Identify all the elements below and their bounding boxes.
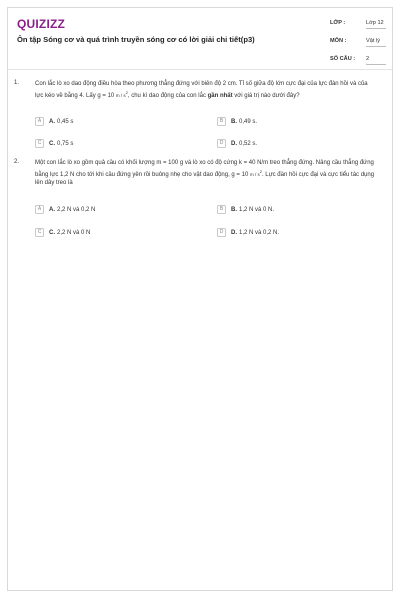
meta-class-label: LỚP : bbox=[330, 20, 346, 26]
worksheet-header bbox=[8, 8, 392, 70]
option-letter-box[interactable]: B bbox=[217, 205, 226, 214]
option-label: D. bbox=[231, 229, 237, 236]
option-label: C. bbox=[49, 229, 55, 236]
question-text-part: với giá trị nào dưới đây? bbox=[232, 92, 300, 99]
option-letter-box[interactable]: A bbox=[35, 205, 44, 214]
option-value: 0,49 s. bbox=[239, 118, 258, 125]
option-text bbox=[49, 119, 73, 125]
option-letter-box[interactable]: A bbox=[35, 117, 44, 126]
option-text bbox=[231, 207, 274, 213]
option-value: 0,75 s bbox=[57, 140, 74, 147]
question-text-part: Một con lắc lò xo gồm quả cầu có khối lượng m = 100 g và lò xo có độ cứng k = 40 N/m treo thẳng đứng. Nâng cầu thẳng đứng bằng lực 1,2 N cho tới khi cầu đứng yên rồi buông nhẹ cho vật dao động, g = 10 bbox=[35, 160, 374, 178]
option-c[interactable] bbox=[35, 139, 185, 149]
option-label: C. bbox=[49, 140, 55, 147]
option-letter-box[interactable]: D bbox=[217, 228, 226, 237]
option-b[interactable] bbox=[217, 205, 367, 215]
unit-text: m / s bbox=[115, 92, 126, 98]
worksheet-page bbox=[7, 7, 393, 591]
meta-subject-label: MÔN : bbox=[330, 38, 347, 44]
option-d[interactable] bbox=[217, 139, 367, 149]
option-value: 1,2 N và 0 N. bbox=[239, 206, 275, 213]
meta-count-value: 2 bbox=[366, 56, 386, 65]
option-label: A. bbox=[49, 206, 55, 213]
option-c[interactable] bbox=[35, 228, 185, 238]
option-value: 1,2 N và 0,2 N. bbox=[239, 229, 280, 236]
option-value: 0,45 s bbox=[57, 118, 74, 125]
meta-class-row bbox=[330, 18, 390, 32]
question-text bbox=[35, 80, 375, 100]
emphasis-text: gần nhất bbox=[207, 92, 233, 99]
option-a[interactable] bbox=[35, 205, 185, 215]
option-text bbox=[49, 230, 90, 236]
question-number: 2. bbox=[14, 159, 20, 165]
option-text bbox=[231, 119, 257, 125]
option-value: 2,2 N và 0 N bbox=[57, 229, 91, 236]
option-label: A. bbox=[49, 118, 55, 125]
superscript: 2 bbox=[259, 168, 262, 174]
superscript: 2 bbox=[125, 89, 128, 95]
meta-class-value: Lớp 12 bbox=[366, 20, 386, 29]
option-text bbox=[49, 141, 73, 147]
option-letter-box[interactable]: C bbox=[35, 228, 44, 237]
option-value: 0,52 s. bbox=[239, 140, 258, 147]
option-label: D. bbox=[231, 140, 237, 147]
option-value: 2,2 N và 0,2 N bbox=[57, 206, 96, 213]
question-text bbox=[35, 159, 375, 188]
option-text bbox=[231, 230, 279, 236]
meta-count-row bbox=[330, 54, 390, 68]
option-letter-box[interactable]: D bbox=[217, 139, 226, 148]
question-number: 1. bbox=[14, 80, 20, 86]
meta-count-label: SỐ CÂU : bbox=[330, 56, 356, 62]
option-b[interactable] bbox=[217, 117, 367, 127]
unit-text: m / s bbox=[249, 171, 260, 177]
option-label: B. bbox=[231, 206, 237, 213]
question-text-part: Con lắc lò xo dao động điều hòa theo phương thẳng đứng với biên độ 2 cm. Tỉ số giữa độ lớn cực đại của lực đàn hồi và của lực kéo về bằng 4. Lấy g = 10 bbox=[35, 81, 368, 99]
quizizz-logo: QUIZIZZ bbox=[17, 17, 66, 31]
question-text-part: . Lực đàn hồi cực đại và cực tiểu tác dụng lên dây treo là bbox=[35, 171, 375, 187]
option-text bbox=[49, 207, 95, 213]
option-letter-box[interactable]: C bbox=[35, 139, 44, 148]
option-d[interactable] bbox=[217, 228, 367, 238]
option-label: B. bbox=[231, 118, 237, 125]
question-text-part: , chu kì dao động của con lắc bbox=[127, 92, 208, 99]
option-a[interactable] bbox=[35, 117, 185, 127]
option-letter-box[interactable]: B bbox=[217, 117, 226, 126]
meta-subject-value: Vật lý bbox=[366, 38, 386, 47]
meta-subject-row bbox=[330, 36, 390, 50]
worksheet-title: Ôn tập Sóng cơ và quá trình truyền sóng cơ có lời giải chi tiết(p3) bbox=[17, 35, 255, 44]
option-text bbox=[231, 141, 257, 147]
